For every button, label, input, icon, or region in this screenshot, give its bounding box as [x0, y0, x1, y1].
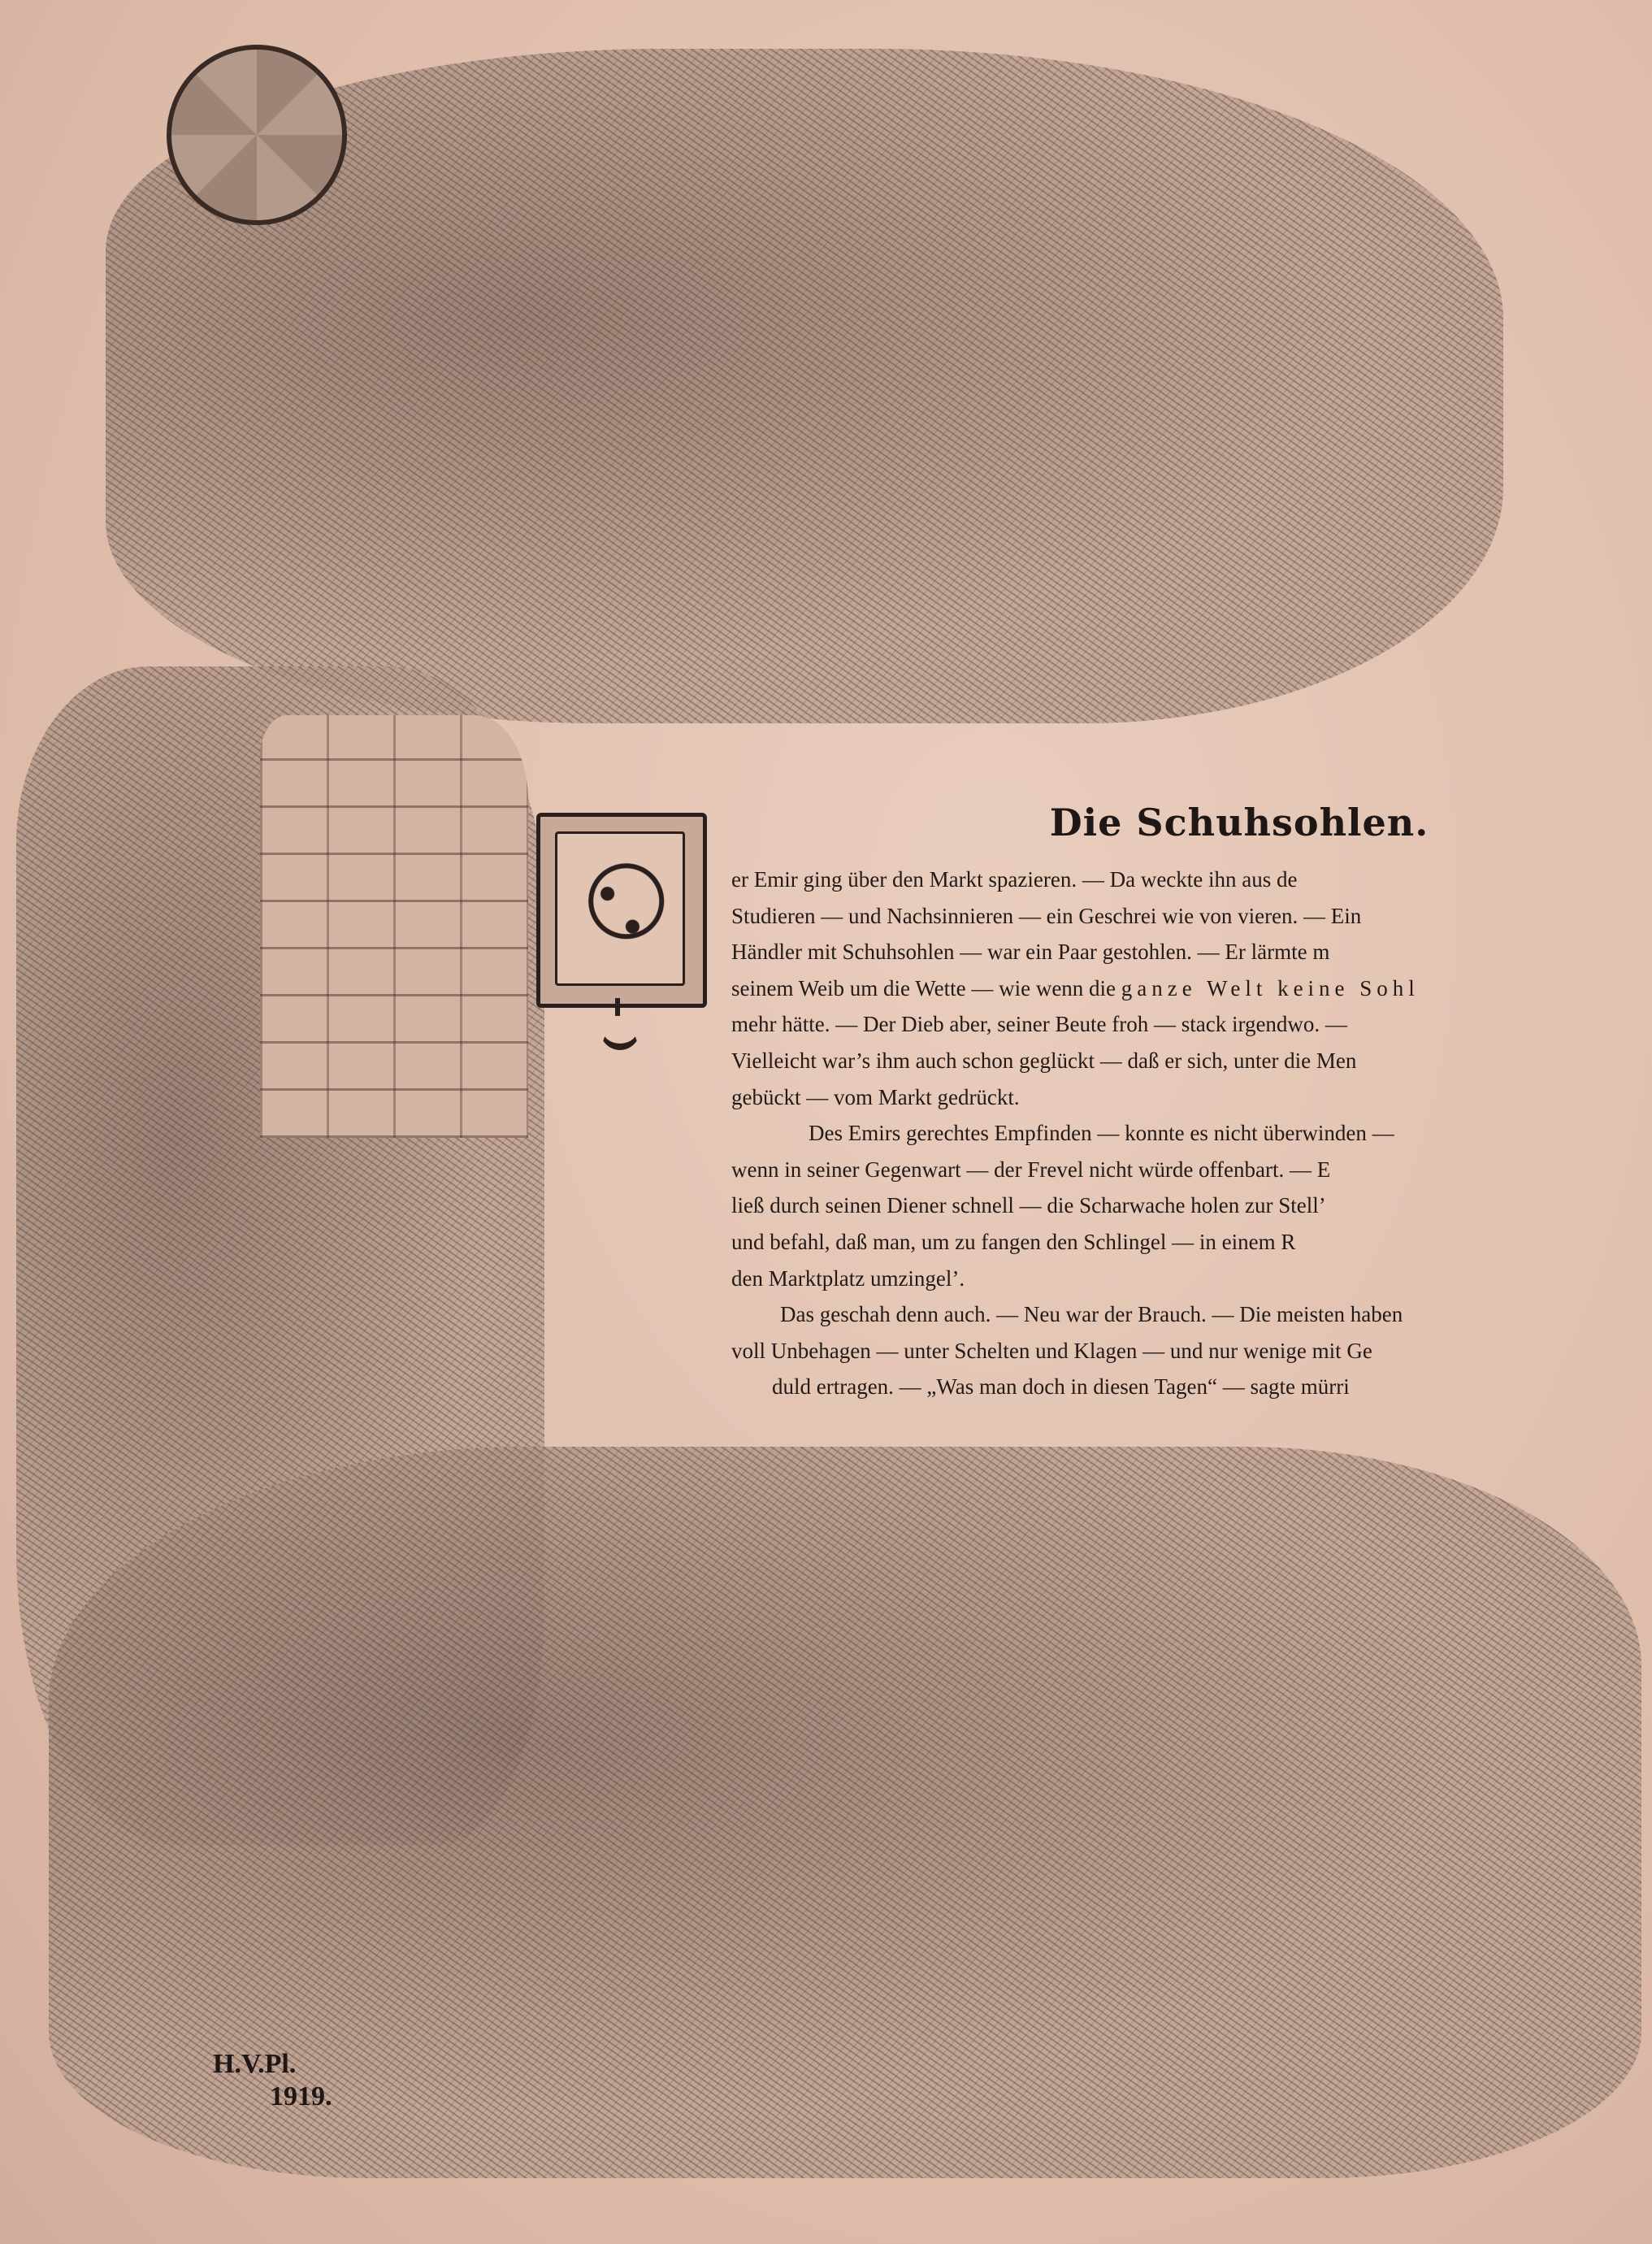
parasol-icon — [167, 45, 347, 225]
text-line: duld ertragen. — „Was man doch in diesen Tagen“ — sagte mürri — [772, 1374, 1350, 1400]
text-line: voll Unbehagen — unter Schelten und Klagen — und nur wenige mit Ge — [731, 1338, 1372, 1363]
illustration-cobblestone-street — [260, 715, 528, 1138]
text-line: mehr hätte. — Der Dieb aber, seiner Beute froh — stack irgendwo. — — [731, 1012, 1347, 1037]
crescent-moon-icon — [600, 1008, 640, 1050]
story-text — [731, 862, 1652, 1405]
text-line: den Marktplatz umzingel’. — [731, 1265, 965, 1291]
text-line-start: seinem Weib um die Wette — wie wenn die — [731, 975, 1121, 1000]
text-line: gebückt — vom Markt gedrückt. — [731, 1084, 1020, 1109]
ornate-initial-d-icon — [536, 813, 707, 1008]
initial-pattern — [555, 831, 685, 986]
text-line: Händler mit Schuhsohlen — war ein Paar gestohlen. — Er lärmte m — [731, 940, 1330, 965]
text-line — [731, 970, 1652, 1007]
text-line: Studieren — und Nachsinnieren — ein Geschrei wie von vieren. — Ein — [731, 903, 1362, 928]
page-title: Die Schuhsohlen. — [1049, 801, 1429, 844]
text-line: wenn in seiner Gegenwart — der Frevel nicht würde offenbart. — E — [731, 1157, 1331, 1182]
text-line: er Emir ging über den Markt spazieren. — Da weckte ihn aus de — [731, 867, 1298, 892]
signature-initials: H.V.Pl. — [213, 2049, 297, 2079]
text-line: Vielleicht war’s ihm auch schon geglückt — daß er sich, unter die Men — [731, 1048, 1357, 1073]
emphasized-text: ganze Welt keine Sohl — [1121, 975, 1420, 1000]
signature-year: 1919. — [270, 2081, 332, 2112]
text-line: Das geschah denn auch. — Neu war der Brauch. — Die meisten haben — [780, 1302, 1403, 1327]
text-line: und befahl, daß man, um zu fangen den Schlingel — in einem R — [731, 1229, 1296, 1254]
text-line: ließ durch seinen Diener schnell — die Scharwache holen zur Stell’ — [731, 1193, 1326, 1218]
text-line: Des Emirs gerechtes Empfinden — konnte es nicht überwinden — — [809, 1121, 1394, 1146]
artist-signature — [213, 2048, 375, 2113]
